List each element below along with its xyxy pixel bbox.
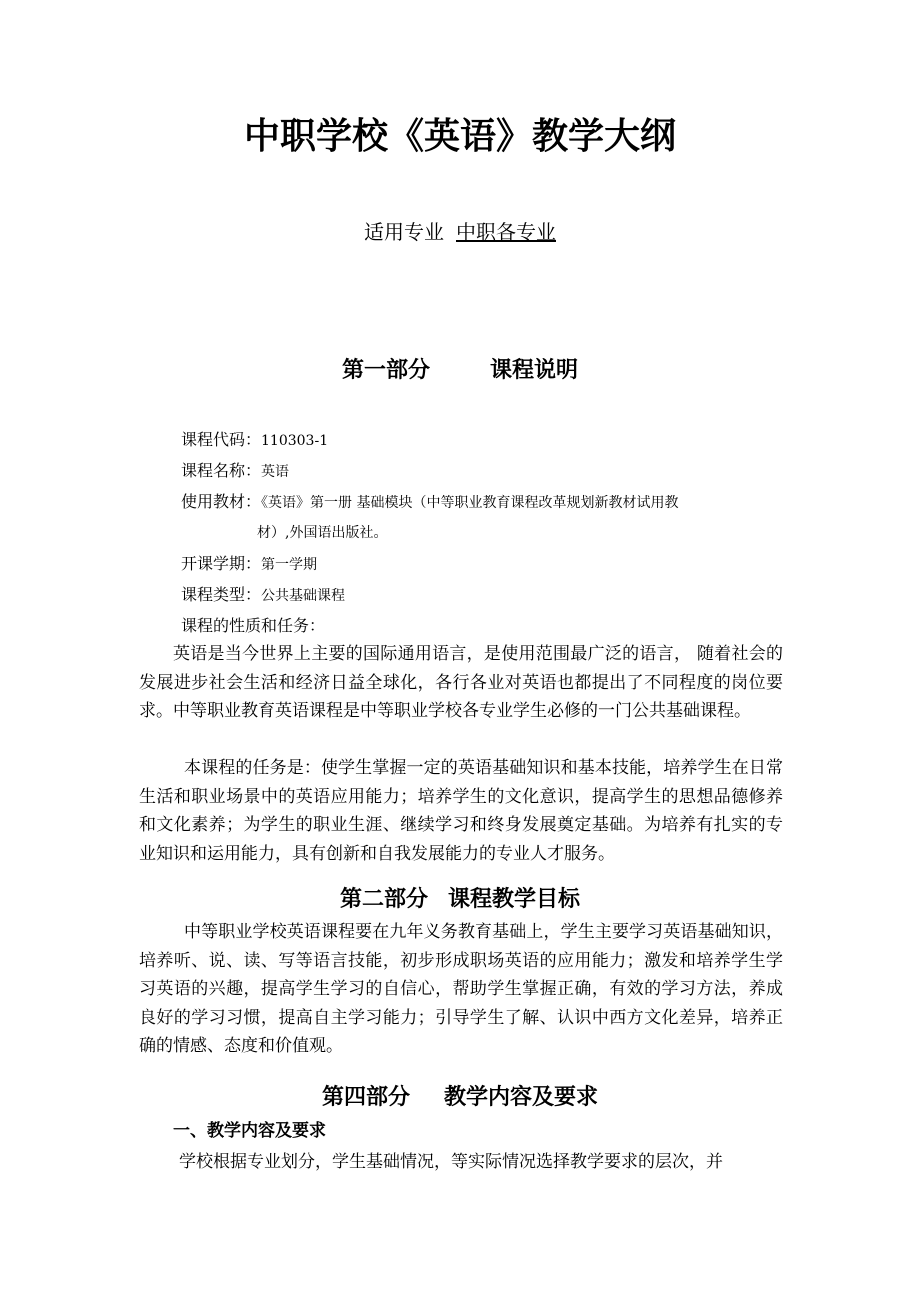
course-name-value: 英语 [261,464,290,480]
teaching-goals-paragraph: 中等职业学校英语课程要在九年义务教育基础上，学生主要学习英语基础知识，培养听、说、读、写等语言技能，初步形成职场英语的应用能力；激发和培养学生学习英语的兴趣，提高学生学习的自信心，帮助学生掌握正确，有效的学习方法，养成良好的学习习惯，提高自主学习能力；引导学生了解、认识中西方文化差异，培养正确的情感、态度和价值观。 [139,922,783,1056]
course-type-label: 课程类型： [181,585,262,604]
course-nature-label: 课程的性质和任务： [181,616,326,635]
part4-heading [0,1081,920,1115]
textbook-label: 使用教材： [181,492,262,511]
course-task-paragraph: 本课程的任务是：使学生掌握一定的英语基础知识和基本技能，培养学生在日常生活和职业场景中的英语应用能力；培养学生的文化意识，提高学生的思想品德修养和文化素养；为学生的职业生涯、继续学习和终身发展奠定基础。为培养有扎实的专业知识和运用能力，具有创新和自我发展能力的专业人才服务。 [139,758,783,864]
textbook-value-line2: 材）,外国语出版社。 [257,525,388,541]
part1-heading-title: 课程说明 [490,358,579,383]
teaching-content-paragraph: 学校根据专业划分，学生基础情况，等实际情况选择教学要求的层次，并 [179,1152,723,1172]
textbook-row-continued [257,517,862,549]
applicable-major-value: 中职各专业 [456,220,556,244]
teaching-content-subheading: 一、教学内容及要求 [173,1121,326,1141]
course-type-value: 公共基础课程 [261,588,346,604]
part2-heading-prefix: 第二部分 [339,887,428,912]
course-nature-paragraph: 英语是当今世界上主要的国际通用语言，是使用范围最广泛的语言， 随着社会的发展进步社会生活和经济日益全球化，各行各业对英语也都提出了不同程度的岗位要求。中等职业教育英语课程是中等职业学校各专业学生必修的一门公共基础课程。 [139,644,783,721]
course-nature-row [181,610,786,642]
course-name-row [181,455,786,488]
course-code-label: 课程代码： [181,430,262,449]
applicable-major [0,217,920,247]
course-name-label: 课程名称： [181,461,262,480]
part2-heading [0,883,920,917]
textbook-row [181,486,786,519]
part4-heading-title: 教学内容及要求 [444,1085,599,1110]
semester-value: 第一学期 [261,557,318,573]
part2-heading-title: 课程教学目标 [448,887,581,912]
semester-label: 开课学期： [181,554,262,573]
part4-heading-prefix: 第四部分 [321,1085,410,1110]
part1-heading [0,354,920,388]
course-code-value: 110303-1 [261,433,329,449]
course-type-row [181,579,786,612]
textbook-value-line1: 《英语》第一册 基础模块（中等职业教育课程改革规划新教材试用教 [261,495,679,511]
course-code-row [181,424,786,457]
part1-heading-prefix: 第一部分 [341,358,430,383]
semester-row [181,548,786,581]
document-title: 中职学校《英语》教学大纲 [243,116,676,157]
applicable-major-label: 适用专业 [364,220,444,244]
